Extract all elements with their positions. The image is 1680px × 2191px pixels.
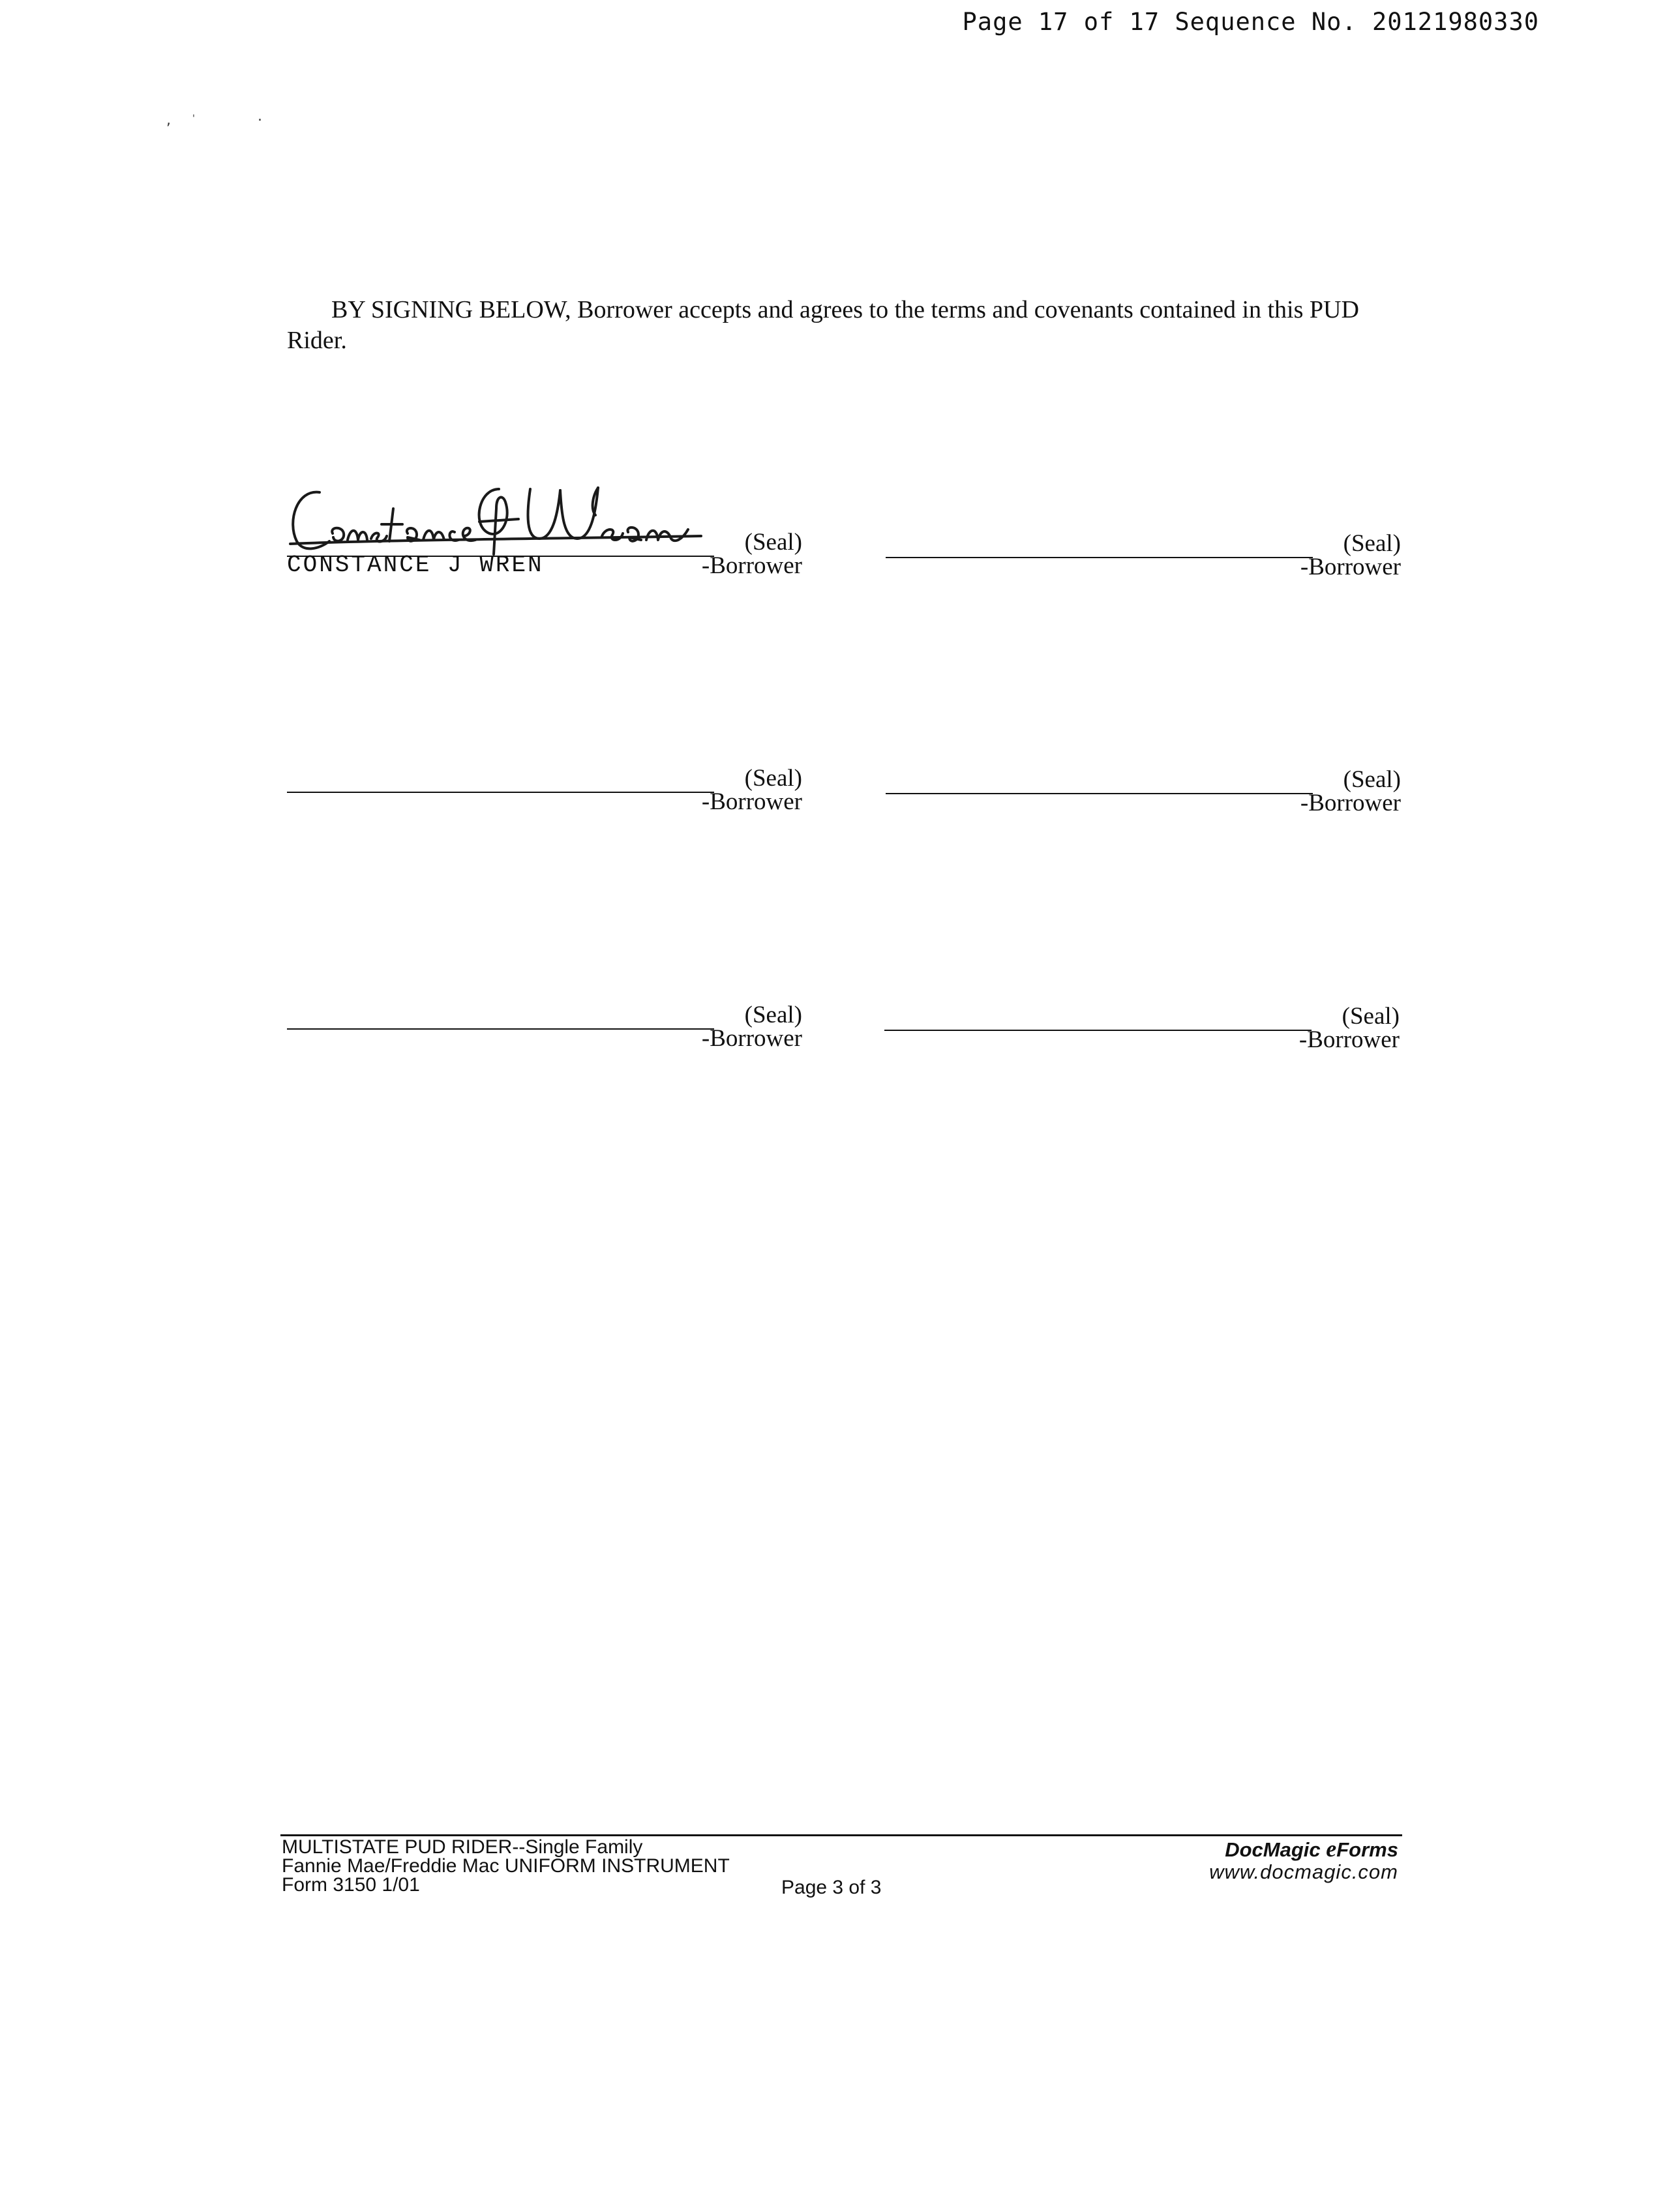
brand-suffix: Forms <box>1336 1838 1398 1861</box>
document-page: Page 17 of 17 Sequence No. 20121980330 , ' . BY SIGNING BELOW, Borrower accepts and agrees to the terms and covenants contained in this PUD Rider. (Seal) CONSTANCE J WREN -Borrower (Seal) -Borrower (Seal) -Borrower (Seal) -Borrower (Seal) -Borrower (Seal) -Borrower MULTISTATE PUD RIDER--Single Family Fannie Mae/Freddie Mac UNIFORM INSTRUMENT Form 3150 1/01 Page 3 of 3 DocMagic eForms www.docmagic.com <box>0 0 1680 2191</box>
borrower-role: -Borrower <box>1300 554 1401 580</box>
brand-name: DocMagic <box>1225 1838 1321 1861</box>
signature-line <box>287 771 714 793</box>
page-number: Page 3 of 3 <box>781 1877 882 1898</box>
signature-block-6 <box>884 1003 1400 1061</box>
borrower-name: CONSTANCE J WREN <box>287 552 544 578</box>
signature-block-5 <box>287 1002 802 1060</box>
borrower-role: -Borrower <box>1300 790 1401 816</box>
form-instrument: Fannie Mae/Freddie Mac UNIFORM INSTRUMENT <box>282 1855 730 1877</box>
seal-label: (Seal) <box>1343 766 1401 793</box>
borrower-role: -Borrower <box>701 552 802 579</box>
signature-line <box>287 1007 714 1030</box>
signing-statement-text: BY SIGNING BELOW, Borrower accepts and agrees to the terms and covenants contained in this PUD Rider. <box>287 296 1359 354</box>
docmagic-logo <box>1209 1838 1398 1883</box>
signature-line <box>886 772 1313 794</box>
form-title: MULTISTATE PUD RIDER--Single Family <box>282 1836 643 1858</box>
seal-label: (Seal) <box>744 529 802 556</box>
seal-label: (Seal) <box>744 765 802 792</box>
signing-statement <box>287 295 1409 356</box>
signature-line <box>884 1009 1312 1031</box>
borrower-role: -Borrower <box>701 1025 802 1052</box>
signature-line <box>886 536 1313 558</box>
signature-block-2 <box>886 530 1401 588</box>
borrower-role: -Borrower <box>1298 1026 1400 1053</box>
seal-label: (Seal) <box>1343 530 1401 557</box>
seal-label: (Seal) <box>744 1002 802 1028</box>
brand-url: www.docmagic.com <box>1209 1860 1398 1883</box>
signature-block-1 <box>287 529 802 587</box>
page-sequence-stamp: Page 17 of 17 Sequence No. 20121980330 <box>962 8 1539 36</box>
signature-block-3 <box>287 765 802 823</box>
eforms-e-icon: e <box>1326 1836 1337 1862</box>
signature-block-4 <box>886 766 1401 824</box>
form-identification <box>282 1838 730 1894</box>
form-number: Form 3150 1/01 <box>282 1874 420 1896</box>
seal-label: (Seal) <box>1342 1003 1400 1030</box>
borrower-role: -Borrower <box>701 788 802 815</box>
